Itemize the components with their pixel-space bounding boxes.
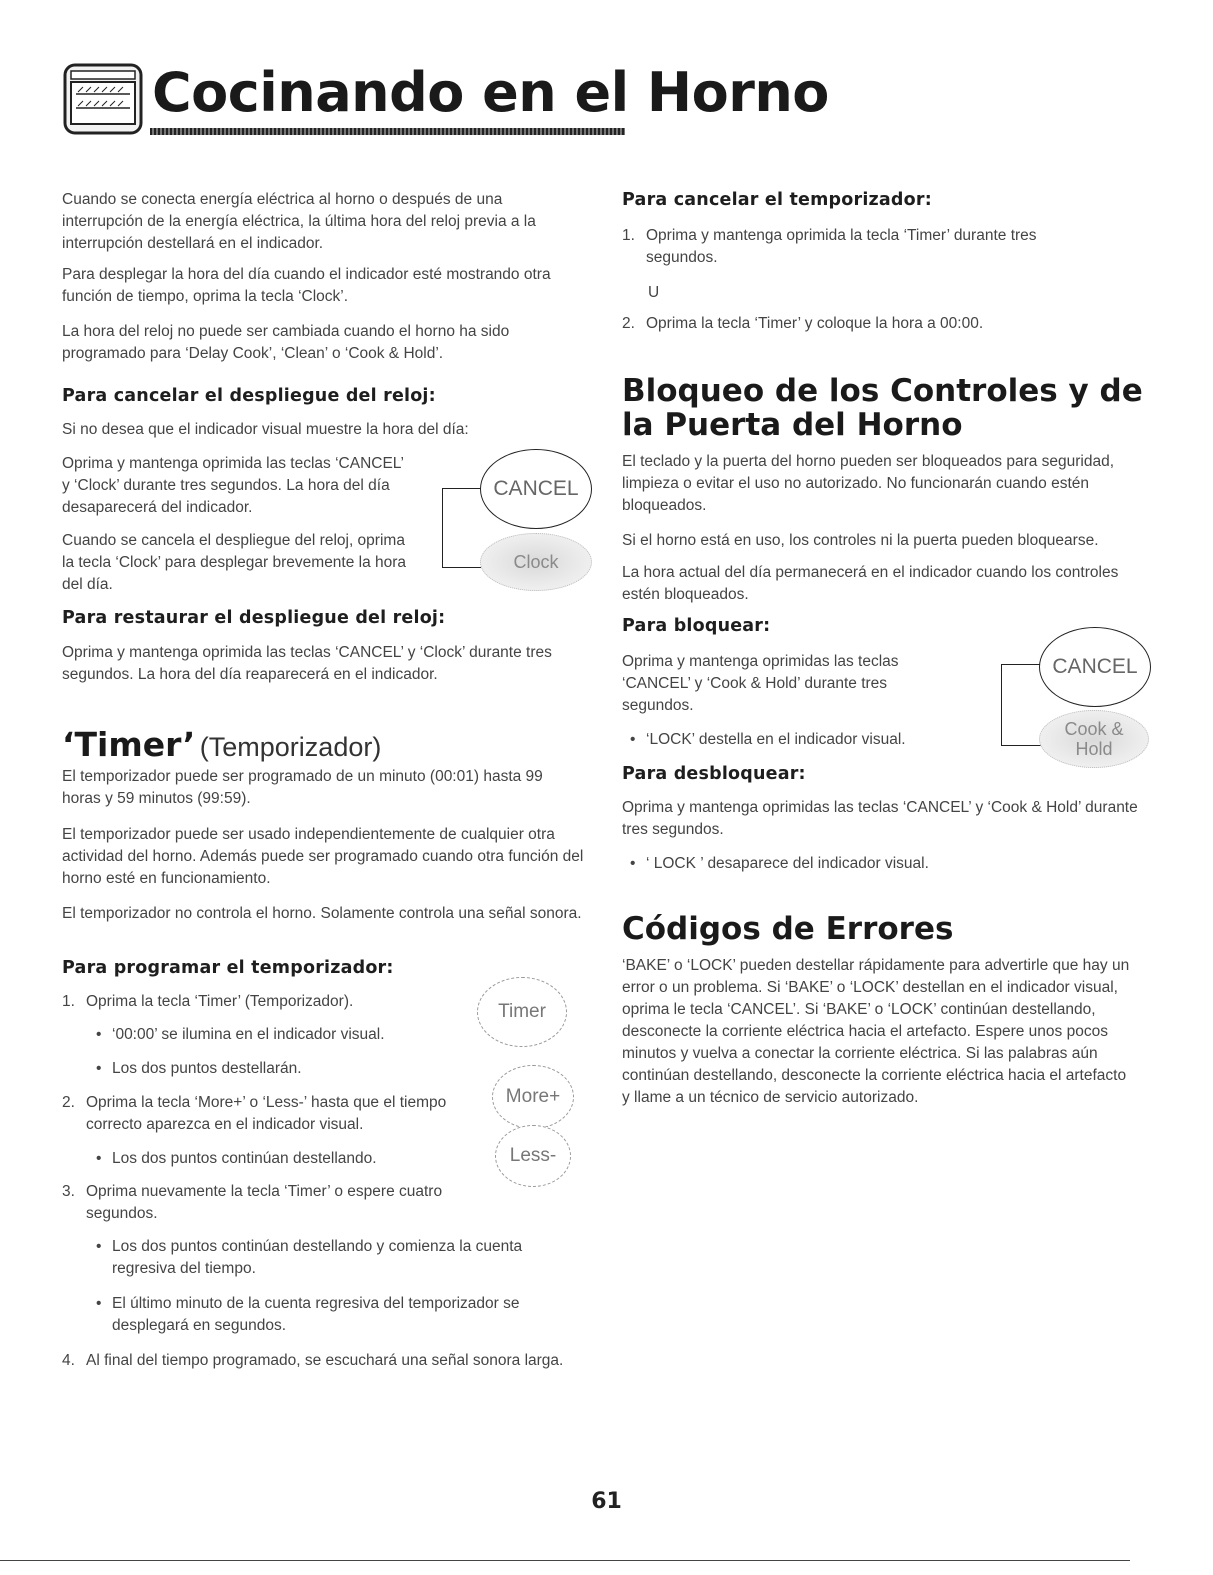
step-number: 1.: [622, 227, 635, 244]
timer-heading: [62, 725, 382, 764]
lock-paragraph-1: El teclado y la puerta del horno pueden ser bloqueados para seguridad, limpieza o evitar el uso no autorizado. No funcionarán cuando estén bloqueados.: [622, 453, 1115, 514]
page-title: Cocinando en el Horno: [152, 61, 829, 124]
cancel-clock-heading: Para cancelar el despliegue del reloj:: [62, 386, 436, 406]
cook-hold-key: Cook & Hold: [1039, 710, 1149, 768]
step-text: Al final del tiempo programado, se escuchará una señal sonora larga.: [86, 1352, 564, 1369]
step-2: [62, 1092, 471, 1136]
lock-sub-paragraph: Oprima y mantenga oprimidas las teclas ‘CANCEL’ y ‘Cook & Hold’ durante tres segundos.: [622, 653, 899, 714]
step-1: [62, 991, 416, 1013]
timer-heading-sub: (Temporizador): [199, 732, 382, 762]
step-number: 3.: [62, 1183, 75, 1200]
restore-clock-paragraph: Oprima y mantenga oprimida las teclas ‘CANCEL’ y ‘Clock’ durante tres segundos. La hora del día reaparecerá en el indicador.: [62, 644, 552, 683]
lock-paragraph-2: Si el horno está en uso, los controles ni la puerta pueden bloquearse.: [622, 532, 1099, 549]
step-number: 2.: [62, 1094, 75, 1111]
cancel-clock-paragraph-1: Si no desea que el indicador visual muestre la hora del día:: [62, 421, 469, 438]
cancel-timer-heading: Para cancelar el temporizador:: [622, 190, 932, 210]
step-1-bullet-1: • ‘00:00’ se ilumina en el indicador visual.: [112, 1024, 442, 1046]
unlock-bullet: • ‘ LOCK ’ desaparece del indicador visual.: [646, 853, 1046, 875]
step-3-bullet-2: • El último minuto de la cuenta regresiva del temporizador se desplegará en segundos.: [112, 1293, 572, 1337]
lock-sub-heading: Para bloquear:: [622, 616, 771, 636]
step-text: Oprima la tecla ‘Timer’ (Temporizador).: [86, 993, 354, 1010]
intro-paragraph-3: La hora del reloj no puede ser cambiada cuando el horno ha sido programado para ‘Delay Cook’, ‘Clean’ o ‘Cook & Hold’.: [62, 323, 510, 362]
cancel-timer-step-1: [622, 225, 1096, 269]
cancel-key: CANCEL: [1039, 627, 1151, 707]
cancel-timer-step-2: [622, 313, 1126, 335]
step-1-bullet-2: • Los dos puntos destellarán.: [112, 1058, 442, 1080]
step-3: [62, 1181, 486, 1225]
timer-heading-main: ‘Timer’: [62, 725, 196, 764]
cancel-clock-paragraph-3: Cuando se cancela el despliegue del reloj, oprima la tecla ‘Clock’ para desplegar brevemente la hora del día.: [62, 532, 407, 593]
restore-clock-heading: Para restaurar el despliegue del reloj:: [62, 608, 446, 628]
step-4: [62, 1350, 576, 1372]
unlock-heading: Para desbloquear:: [622, 764, 806, 784]
timer-key: Timer: [477, 977, 567, 1047]
page-number: 61: [591, 1489, 622, 1514]
errors-paragraph: ‘BAKE’ o ‘LOCK’ pueden destellar rápidamente para advertirle que hay un error o un problema. Si ‘BAKE’ o ‘LOCK’ destellan en el indicador visual, oprima le tecla ‘CANCEL’. Si ‘BAKE’ o ‘LOCK’ continúan destellando, desconecte la corriente eléctrica hacia el artefacto. Espere unos pocos minutos y vuelva a conectar la corriente eléctrica. Si las palabras aún continúan destellando, desconecte la corriente eléctrica hacia el artefacto y llame a un técnico de servicio autorizado.: [622, 957, 1130, 1106]
program-timer-heading: Para programar el temporizador:: [62, 958, 394, 978]
step-number: 2.: [622, 315, 635, 332]
timer-paragraph-3: El temporizador no controla el horno. Solamente controla una señal sonora.: [62, 905, 582, 922]
cancel-clock-paragraph-2: Oprima y mantenga oprimida las teclas ‘CANCEL’ y ‘Clock’ durante tres segundos. La hora del día desaparecerá del indicador.: [62, 455, 404, 516]
clock-key: Clock: [480, 533, 592, 591]
step-text: Oprima nuevamente la tecla ‘Timer’ o espere cuatro segundos.: [86, 1183, 443, 1222]
cancel-timer-or: U: [648, 284, 660, 301]
step-number: 1.: [62, 993, 75, 1010]
cancel-key: CANCEL: [480, 449, 592, 529]
less-key: Less-: [495, 1125, 571, 1187]
timer-paragraph-1: El temporizador puede ser programado de un minuto (00:01) hasta 99 horas y 59 minutos (99:59).: [62, 768, 543, 807]
key-connector: [1001, 664, 1042, 746]
intro-paragraph-1: Cuando se conecta energía eléctrica al horno o después de una interrupción de la energía eléctrica, la última hora del reloj previa a la interrupción destellará en el indicador.: [62, 191, 536, 252]
title-rule: [150, 128, 625, 135]
timer-paragraph-2: El temporizador puede ser usado independientemente de cualquier otra actividad del horno. Además puede ser programado cuando otra función del horno esté en funcionamiento.: [62, 826, 584, 887]
step-text: Oprima y mantenga oprimida la tecla ‘Timer’ durante tres segundos.: [646, 227, 1037, 266]
step-number: 4.: [62, 1352, 75, 1369]
step-3-bullet-1: • Los dos puntos continúan destellando y comienza la cuenta regresiva del tiempo.: [112, 1236, 572, 1280]
lock-sub-bullet: • ‘LOCK’ destella en el indicador visual.: [646, 729, 986, 751]
intro-paragraph-2: Para desplegar la hora del día cuando el indicador esté mostrando otra función de tiempo, oprima la tecla ‘Clock’.: [62, 266, 551, 305]
lock-paragraph-3: La hora actual del día permanecerá en el indicador cuando los controles estén bloqueados.: [622, 564, 1119, 603]
errors-heading: Códigos de Errores: [622, 911, 954, 947]
key-connector: [442, 488, 483, 568]
step-text: Oprima la tecla ‘Timer’ y coloque la hora a 00:00.: [646, 315, 984, 332]
step-text: Oprima la tecla ‘More+’ o ‘Less-’ hasta que el tiempo correcto aparezca en el indicador visual.: [86, 1094, 447, 1133]
more-key: More+: [492, 1065, 574, 1129]
unlock-paragraph: Oprima y mantenga oprimidas las teclas ‘CANCEL’ y ‘Cook & Hold’ durante tres segundos.: [622, 799, 1138, 838]
oven-icon: [62, 62, 144, 136]
lock-heading: Bloqueo de los Controles y de la Puerta del Horno: [622, 373, 1143, 443]
footer-rule: [0, 1560, 1130, 1561]
step-2-bullet-1: • Los dos puntos continúan destellando.: [112, 1148, 442, 1170]
